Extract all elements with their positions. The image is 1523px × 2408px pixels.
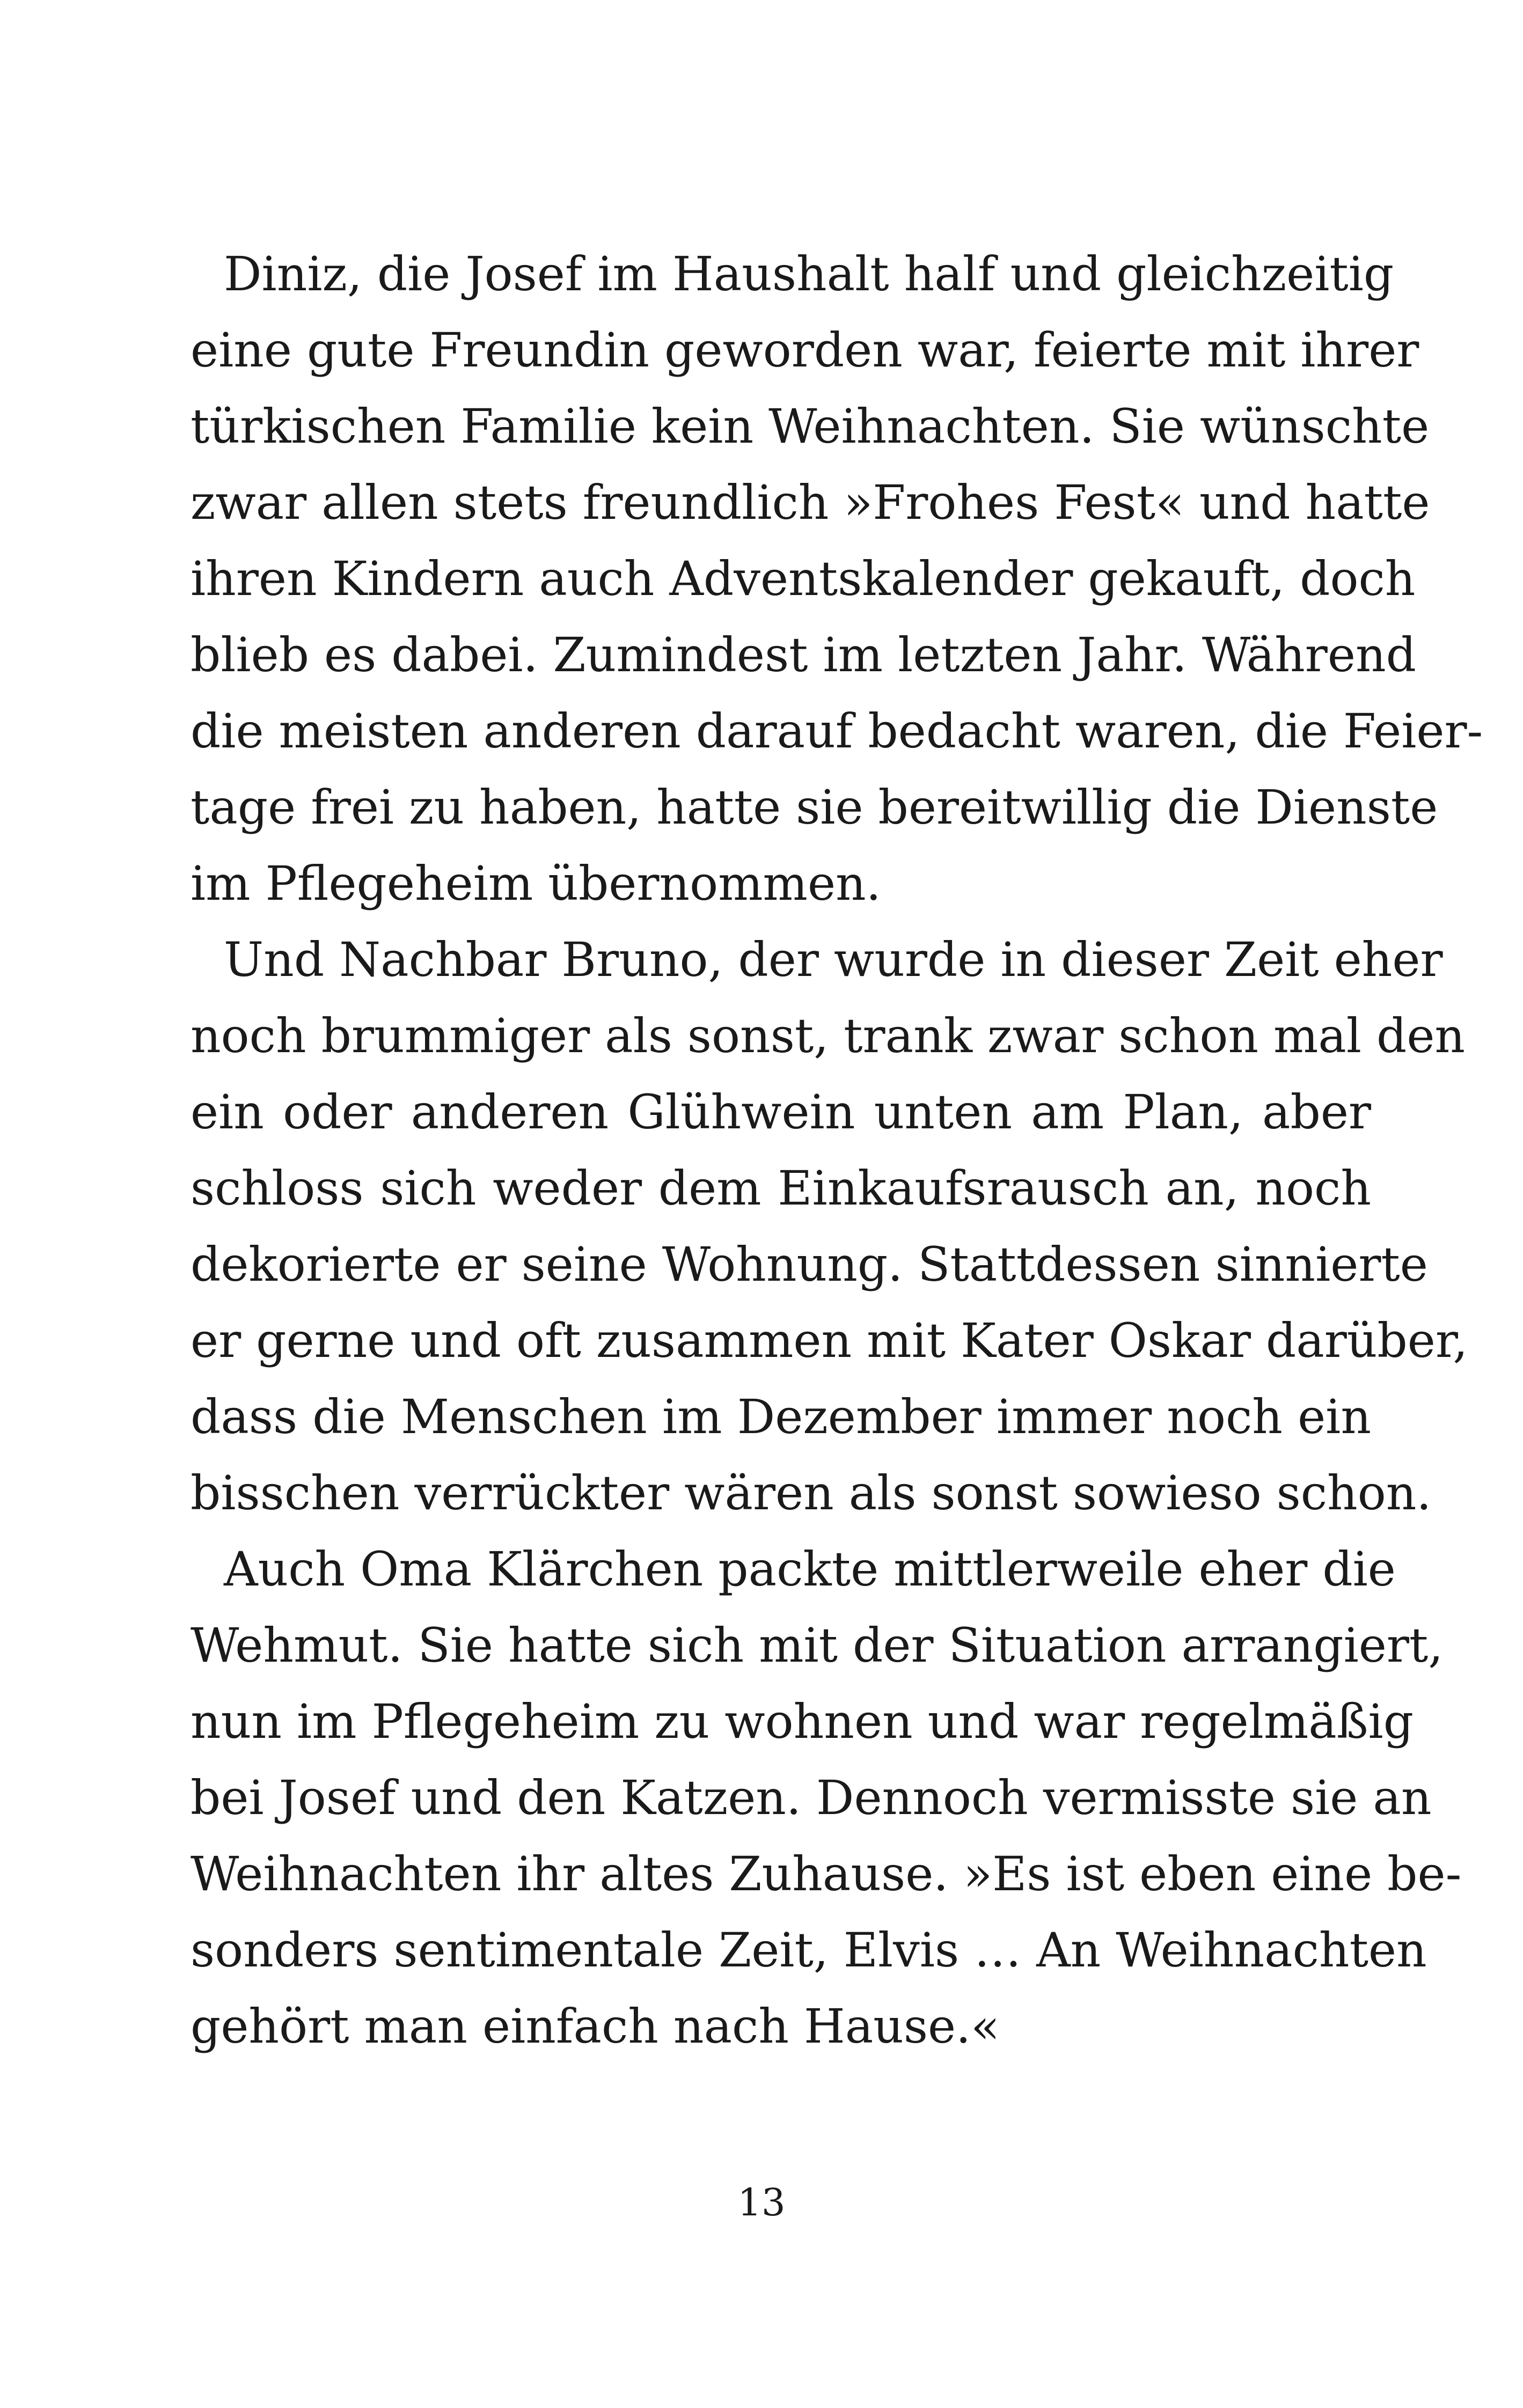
text-line: zwar allen stets freundlich »Frohes Fest« und hatte (191, 475, 1430, 530)
text-line: Weihnachten ihr altes Zuhause. »Es ist eben eine be- (191, 1846, 1462, 1902)
paragraph-1 (191, 236, 1483, 922)
text-line: Auch Oma Klärchen packte mittlerweile eher die (224, 1541, 1396, 1597)
text-line: noch brummiger als sonst, trank zwar schon mal den (191, 1008, 1466, 1063)
text-line: blieb es dabei. Zumindest im letzten Jahr. Während (191, 627, 1416, 682)
text-line: gehört man einfach nach Hause.« (191, 1999, 1000, 2054)
paragraph-2 (191, 922, 1468, 1531)
text-line: im Pflegeheim übernommen. (191, 856, 881, 911)
text-line: die meisten anderen darauf bedacht waren, die Feier- (191, 703, 1483, 759)
text-line: tage frei zu haben, hatte sie bereitwillig die Dienste (191, 780, 1438, 835)
text-line: türkischen Familie kein Weihnachten. Sie wünschte (191, 399, 1430, 454)
body-text (191, 236, 1483, 2065)
text-line: dass die Menschen im Dezember immer noch ein (191, 1389, 1371, 1444)
text-line: Wehmut. Sie hatte sich mit der Situation arrangiert, (191, 1618, 1444, 1673)
text-line: ihren Kindern auch Adventskalender gekauft, doch (191, 551, 1416, 606)
text-line: ein oder anderen Glühwein unten am Plan, aber (191, 1084, 1371, 1140)
text-line: er gerne und oft zusammen mit Kater Oskar darüber, (191, 1313, 1468, 1368)
page-number: 13 (737, 2181, 786, 2225)
text-line: bisschen verrückter wären als sonst sowieso schon. (191, 1465, 1432, 1521)
text-line: schloss sich weder dem Einkaufsrausch an, noch (191, 1161, 1371, 1216)
text-line: Und Nachbar Bruno, der wurde in dieser Zeit eher (224, 932, 1443, 987)
text-line: Diniz, die Josef im Haushalt half und gleichzeitig (224, 246, 1394, 302)
text-line: bei Josef und den Katzen. Dennoch vermisste sie an (191, 1770, 1432, 1825)
text-line: dekorierte er seine Wohnung. Stattdessen sinnierte (191, 1237, 1428, 1292)
text-line: eine gute Freundin geworden war, feierte mit ihrer (191, 322, 1419, 378)
text-line: sonders sentimentale Zeit, Elvis … An Weihnachten (191, 1922, 1427, 1978)
text-line: nun im Pflegeheim zu wohnen und war regelmäßig (191, 1694, 1414, 1749)
paragraph-3 (191, 1531, 1462, 2065)
